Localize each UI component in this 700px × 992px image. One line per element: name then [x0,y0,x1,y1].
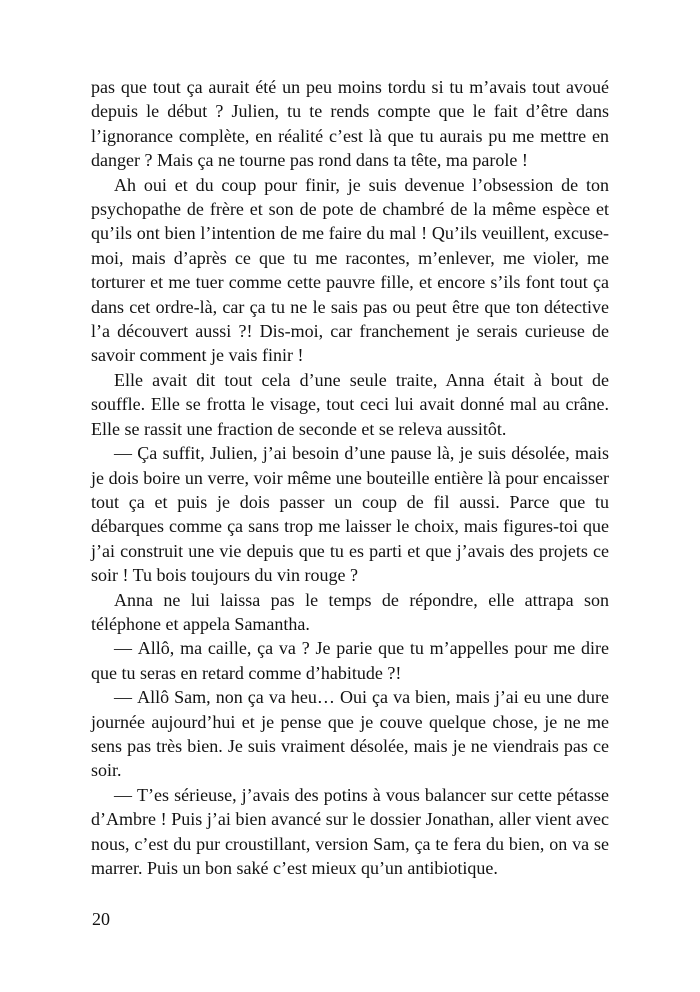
paragraph: Elle avait dit tout cela d’une seule traite, Anna était à bout de souffle. Elle se frotta le visage, tout ceci lui avait donné mal au crâne. Elle se rassit une fraction de seconde et se releva aussitôt. [91,369,609,439]
paragraph: Anna ne lui laissa pas le temps de répondre, elle attrapa son téléphone et appela Samantha. [91,589,609,634]
paragraph-dialogue: — Ça suffit, Julien, j’ai besoin d’une pause là, je suis désolée, mais je dois boire un verre, voir même une bouteille entière là pour encaisser tout ça et puis je dois passer un coup de fil aussi. Parce que tu débarques comme ça sans trop me laisser le choix, mais figures-toi que j’ai construit une vie depuis que tu es parti et que j’avais des projets ce soir ! Tu bois toujours du vin rouge ? [91,443,609,586]
paragraph-dialogue: — Allô, ma caille, ça va ? Je parie que tu m’appelles pour me dire que tu seras en retard comme d’habitude ?! [91,638,609,683]
paragraph: Ah oui et du coup pour finir, je suis devenue l’obsession de ton psychopathe de frère et son de pote de chambré de la même espèce et qu’ils ont bien l’intention de me faire du mal ! Qu’ils veuillent, excuse-moi, mais d’après ce que tu me racontes, m’enlever, me violer, me torturer et me tuer comme cette pauvre fille, et encore s’ils font tout ça dans cet ordre-là, car ça tu ne le sais pas ou peut être que ton détective l’a découvert aussi ?! Dis-moi, car franchement je serais curieuse de savoir comment je vais finir ! [91,174,609,366]
page-number: 20 [92,909,110,929]
paragraph-dialogue: — Allô Sam, non ça va heu… Oui ça va bien, mais j’ai eu une dure journée aujourd’hui et je pense que je couve quelque chose, je ne me sens pas très bien. Je suis vraiment désolée, mais je ne viendrais pas ce soir. [91,687,609,781]
paragraph-dialogue: — T’es sérieuse, j’avais des potins à vous balancer sur cette pétasse d’Ambre ! Puis j’ai bien avancé sur le dossier Jonathan, aller vient avec nous, c’est du pur croustillant, version Sam, ça te fera du bien, on va se marrer. Puis un bon saké c’est mieux qu’un antibiotique. [91,784,609,878]
page-text-block [91,75,609,880]
paragraph: pas que tout ça aurait été un peu moins tordu si tu m’avais tout avoué depuis le début ? Julien, tu te rends compte que le fait d’être dans l’ignorance complète, en réalité c’est là que tu aurais pu me mettre en danger ? Mais ça ne tourne pas rond dans ta tête, ma parole ! [91,77,609,171]
